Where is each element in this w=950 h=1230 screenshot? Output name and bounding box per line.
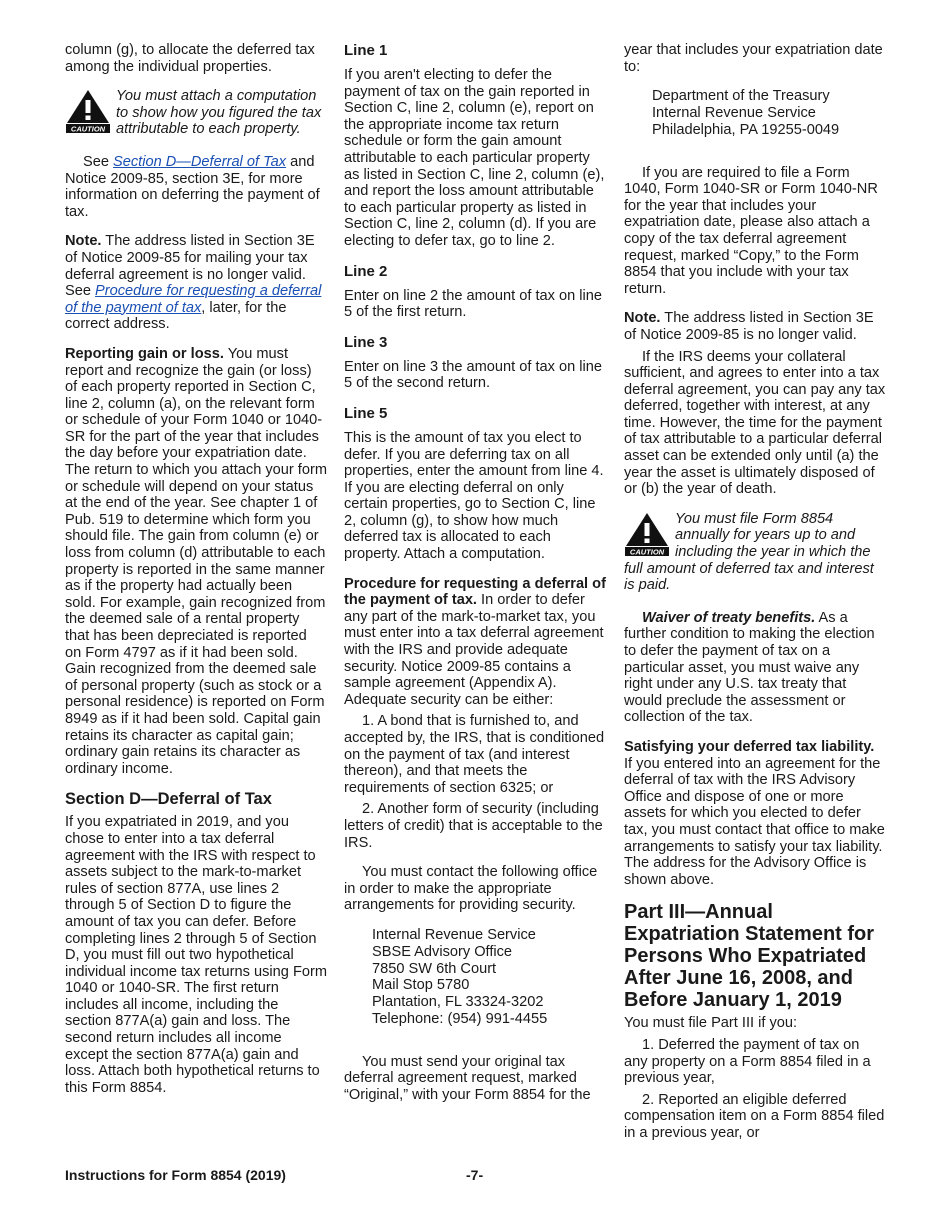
address-line: Telephone: (954) 991-4455: [372, 1010, 548, 1027]
send-original: You must send your original tax deferral agreement request, marked “Original,” with your Form 8854 for the: [344, 1053, 591, 1103]
reporting-gain-or-loss: Reporting gain or loss. You must report and recognize the gain (or loss) of each property reported in Section C, line 2, column (a), on the relevant form or schedule of your Form 1040 or 1040-SR for the part of the year that includes the day before your expatriation date. The return to which you attach your form or schedule will depend on your status at the end of the year. See chapter 1 of Pub. 519 to determine which form you should file. The gain from column (e) or loss from column (d) attributable to each property is reported in the same manner as if the property had actually been sold. For example, gain recognized from the deemed sale of a rental property that has been depreciated is reported on Form 4797 as if it had been sold. Gain recognized from the deemed sale of personal property (such as stock or a personal residence) is reported on Form 8949 as if it had been sold. Capital gain retains its character as capital gain; ordinary gain retains its character as ordinary income.: [65, 345, 327, 777]
address-line: Department of the Treasury: [652, 88, 830, 105]
send-continued: year that includes your expatriation date to:: [624, 42, 883, 75]
line-1-heading: Line 1: [344, 42, 388, 59]
address-line: Mail Stop 5780: [372, 977, 470, 994]
advisory-office-address: [372, 927, 606, 1028]
see-section-d: See Section D—Deferral of Tax and Notice 2009-85, section 3E, for more information on deferring the payment of tax.: [65, 153, 320, 220]
column-2: [344, 42, 606, 1117]
address-line: Philadelphia, PA 19255-0049: [652, 121, 840, 138]
caution-icon: [624, 511, 670, 557]
address-line: Internal Revenue Service: [652, 104, 816, 121]
satisfying-heading: Satisfying your deferred tax liability.: [624, 738, 875, 755]
line-5-heading: Line 5: [344, 404, 388, 422]
section-d-body: If you expatriated in 2019, and you chose to enter into a tax deferral agreement with the IRS with respect to assets subject to the mark-to-market rules of section 877A, use lines 2 through 5 of Section D to figure the amount of tax you can defer. Before completing lines 2 through 5 of Section D, you must fill out two hypothetical individual income tax returns using Form 1040 or 1040-SR. The first return includes all income, including the section 877A(a) gain and loss. The second return includes all income except the section 877A(a) gain and loss. Attach both hypothetical returns to this Form 8854.: [65, 814, 327, 1096]
collateral-paragraph: If the IRS deems your collateral sufficient, and agrees to enter into a tax deferral agreement, you can pay any tax deferred, together with interest, at any time. However, the time for the payment of tax attributable to a particular deferral asset can be extended only until (a) the year the asset is ultimately disposed of or (b) the year of death.: [624, 348, 886, 498]
satisfying-liability: Satisfying your deferred tax liability. If you entered into an agreement for the deferral of tax with the IRS Advisory Office and dispose of one or more assets for which you elected to defer tax, you must contact that office to make arrangements to satisfy your tax liability. The address for the Advisory Office is shown above.: [624, 738, 885, 888]
address-line: SBSE Advisory Office: [372, 943, 513, 960]
caution-text: You must file Form 8854 annually for years up to and including the year in which the full amount of deferred tax and interest is paid.: [624, 510, 874, 594]
note-label: Note.: [624, 310, 661, 327]
caution-note: [65, 88, 327, 138]
part-iii-item-1: 1. Deferred the payment of tax on any property on a Form 8854 filed in a previous year,: [624, 1036, 871, 1087]
waiver-heading: Waiver of treaty benefits.: [642, 609, 816, 626]
procedure-heading: Procedure for requesting a deferral of the payment of tax.: [344, 575, 606, 609]
caution-label: CAUTION: [629, 547, 665, 557]
procedure-paragraph: Procedure for requesting a deferral of the payment of tax. In order to defer any part of the mark-to-market tax, you must enter into a tax deferral agreement with the IRS and provide adequate security. Notice 2009-85 contains a sample agreement (Appendix A). Adequate security can be either:: [344, 575, 606, 708]
section-d-link[interactable]: Section D—Deferral of Tax: [113, 153, 287, 170]
caution-icon: [65, 88, 111, 134]
address-line: 7850 SW 6th Court: [372, 960, 497, 977]
line-1-body: If you aren't electing to defer the payment of tax on the gain reported in Section C, line 2, column (e), report on the appropriate income tax return schedule or form the gain amount attributable to each particular property as listed in Section C, line 2, column (e), and report the loss amount attributable to each particular property as listed in Section C, line 2, column (d). If you are electing to defer tax, go to line 2.: [344, 67, 605, 249]
address-line: Plantation, FL 33324-3202: [372, 994, 544, 1011]
line-2-body: Enter on line 2 the amount of tax on line 5 of the first return.: [344, 287, 602, 321]
column-3: [624, 42, 886, 1146]
reporting-heading: Reporting gain or loss.: [65, 345, 224, 362]
page-number: -7-: [466, 1167, 484, 1183]
column-1: [65, 42, 327, 1109]
line-3-body: Enter on line 3 the amount of tax on line 5 of the second return.: [344, 358, 602, 392]
waiver-paragraph: Waiver of treaty benefits. As a further condition to making the election to defer the payment of tax on a particular asset, you must waive any right under any U.S. tax treaty that would preclude the assessment or collection of the tax.: [624, 609, 875, 726]
caution-label: CAUTION: [70, 124, 106, 134]
section-d-heading: Section D—Deferral of Tax: [65, 790, 272, 809]
note-no-longer-valid: Note. The address listed in Section 3E of Notice 2009-85 is no longer valid.: [624, 310, 874, 343]
security-item-2: 2. Another form of security (including letters of credit) that is acceptable to the IRS.: [344, 801, 603, 851]
paragraph-continued: column (g), to allocate the deferred tax among the individual properties.: [65, 42, 315, 75]
security-item-1: 1. A bond that is furnished to, and accepted by, the IRS, that is conditioned on the payment of tax (and interest thereon), and that meets the requirements of section 6325; or: [344, 713, 605, 796]
footer-title: Instructions for Form 8854 (2019): [65, 1167, 286, 1183]
note-label: Note.: [65, 233, 102, 250]
caution-note: [624, 511, 886, 594]
part-iii-item-2: 2. Reported an eligible deferred compensation item on a Form 8854 filed in a previous year, or: [624, 1091, 885, 1141]
contact-office: You must contact the following office in order to make the appropriate arrangements for providing security.: [344, 864, 598, 914]
line-2-heading: Line 2: [344, 262, 388, 280]
address-line: Internal Revenue Service: [372, 926, 536, 943]
part-iii-intro: You must file Part III if you:: [624, 1015, 798, 1032]
line-3-heading: Line 3: [344, 333, 388, 351]
note-address: Note. The address listed in Section 3E of Notice 2009-85 for mailing your tax deferral agreement is no longer valid. See Procedure for requesting a deferral of the payment of tax, later, for the correct address.: [65, 233, 322, 333]
part-iii-heading: Part III—Annual Expatriation Statement for Persons Who Expatriated After June 16, 2008, and Before January 1, 2019: [624, 901, 875, 1012]
procedure-link[interactable]: Procedure for requesting a deferral of the payment of tax: [65, 283, 322, 316]
caution-text: You must attach a computation to show how you figured the tax attributable to each property.: [116, 88, 322, 138]
treasury-address: [652, 88, 886, 138]
file-copy-paragraph: If you are required to file a Form 1040, Form 1040-SR or Form 1040-NR for the year that includes your expatriation date, please also attach a copy of the tax deferral agreement request, marked “Copy,” to the Form 8854 that you include with your tax return.: [624, 164, 878, 297]
line-5-body: This is the amount of tax you elect to defer. If you are deferring tax on all properties, enter the amount from line 4. If you are electing deferral on only certain properties, go to Section C, line 2, column (g), to show how much deferred tax is allocated to each property. Attach a computation.: [344, 429, 604, 563]
